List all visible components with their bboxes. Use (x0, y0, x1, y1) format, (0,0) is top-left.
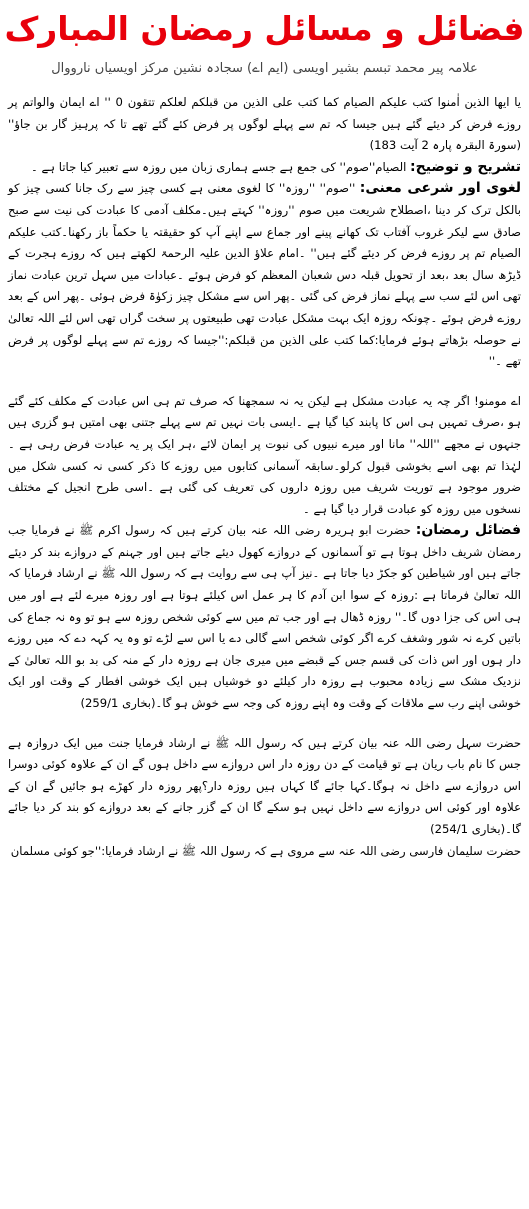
body-paragraph (8, 391, 521, 521)
article-title: فضائل و مسائل رمضان المبارک (4, 9, 525, 48)
section-heading: تشریح و توضیح: (410, 158, 521, 175)
paragraph-text: الصیام''صوم'' کی جمع ہے جسے ہماری زبان میں روزہ سے تعبیر کیا جاتا ہے ۔ (31, 159, 407, 174)
virtues-paragraph (8, 520, 521, 714)
paragraph-text: ''صوم'' ''روزہ'' کا لغوی معنی ہے کسی چیز سے رک جانا کسی چیز کو بالکل ترک کر دینا ،اصطلاح شریعت میں صوم ''روزہ'' کہتے ہیں۔مکلف آدمی کا عبادت کی نیت سے صبح صادق سے لیکر غروب آفتاب تک کھانے پینے اور جماع سے اپنے آپ کو حقیقتہ یا حکماً باز رکھنا۔کتب علیکم الصیام تم پر روزے فرض کر دیئے گئے ہیں'' ۔امام علاؤ الدین علیہ الرحمۃ لکھتے ہیں کہ روزے ہجرت کے ڈیڑھ سال بعد ،بعد از تحویل قبلہ دس شعبان المعظم کو فرض ہوئے ۔عبادات میں سہل ترین عبادت نماز تھی اس لئے سب سے پہلے نماز فرض کی گئی ۔پھر اس سے مشکل چیز زکوٰۃ فرض ہوئی ۔پھر اس کے بعد روزے فرض ہوئے ۔چونکہ روزہ ایک بہت مشکل عبادت تھی طبیعتوں پر سخت گراں تھی اس لئے اللہ تعالیٰ نے حوصلہ بڑھاتے ہوئے فرمایا:کما کتب علی الذین من قبلکم:''جیسا کہ روزے تم سے پہلے لوگوں پر فرض تھے ۔'' (8, 181, 521, 369)
body-paragraph (8, 841, 521, 863)
author-byline: علامہ پیر محمد تبسم بشیر اویسی (ایم اے) سجادہ نشین مرکز اویسیاں نارووال (51, 61, 478, 76)
paragraph-text: حضرت سلیمان فارسی رضی اللہ عنہ سے مروی ہے کہ رسول اللہ ﷺ نے ارشاد فرمایا:''جو کوئی مسلمان (10, 843, 521, 858)
meaning-paragraph (8, 178, 521, 372)
paragraph-text: حضرت سہل رضی اللہ عنہ بیان کرتے ہیں کہ رسول اللہ ﷺ نے ارشاد فرمایا جنت میں ایک دروازہ ہے جس کا نام باب ریان ہے تو قیامت کے دن روزہ دار اس دروازے سے داخل ہوں گے ان کے علاوہ کوئی دوسرا اس دروازے سے داخل نہ ہوگا۔کہا جائے گا کہاں ہیں روزہ دار؟پھر روزہ دار کھڑے ہو جائیں گے ان کے علاوہ اور کوئی اس دروازے سے داخل نہیں ہو سکے گا ان کے گزر جانے کے بعد دروازے کو بند کر دیا جائے گا۔(بخاری 254/1) (8, 735, 521, 836)
paragraph-text: یا ایھا الذین اٰمنوا کتب علیکم الصیام کما کتب علی الذین من قبلکم لعلکم تتقون 0 '' اے ایمان والواتم پر روزے فرض کر دیئے گئے ہیں جیسا کہ تم سے پہلے لوگوں پر فرض کئے گئے تھے تا کہ پرہیز گار بن جاؤ'' (سورۃ البقرہ پارہ 2 آیت 183) (8, 95, 521, 153)
paragraph-text: حضرت ابو ہریرہ رضی اللہ عنہ بیان کرتے ہیں کہ رسول اکرم ﷺ نے فرمایا جب رمضان شریف داخل ہوتا ہے تو آسمانوں کے دروازے کھول دیئے جاتے ہیں اور جہنم کے دروازے بند کر دیئے جاتے ہیں اور شیاطین کو جکڑ دیا جاتا ہے ۔نیز آپ ہی سے روایت ہے کہ رسول اللہ ﷺ نے ارشاد فرمایا کہ اللہ تعالیٰ فرماتا ہے :روزہ کے سوا ابن آدم کا ہر عمل اس کیلئے ہوتا ہے اور روزہ میرے لئے ہے اور میں ہی اس کی جزا دوں گا۔'' روزہ ڈھال ہے اور جب تم میں سے کوئی شخص روزہ سے ہو تو وہ نہ جماع کی باتیں کرے نہ شور وشغف کرے اگر کوئی شخص اسے گالی دے یا اس سے لڑے تو وہ یہ کہہ دے کہ میں روزے دار ہوں اور اس ذات کی قسم جس کے قبضے میں میری جان ہے روزہ دار کے منہ کی بد بو اللہ تعالیٰ کے نزدیک مشک سے زیادہ محبوب ہے روزہ دار کیلئے دو خوشیاں ہیں ایک خوشی افطار کے وقت اور ایک خوشی اپنے رب سے ملاقات کے وقت وہ اپنے روزہ کی وجہ سے خوش ہو گا۔(بخاری 259/1) (8, 523, 521, 711)
paragraph-text: اے مومنو! اگر چہ یہ عبادت مشکل ہے لیکن یہ نہ سمجھنا کہ صرف تم ہی اس عبادت کے مکلف کئے گئے ہو ،صرف تمہیں ہی اس کا پابند کیا گیا ہے ۔ایسی بات نہیں تم سے پہلے جتنی بھی امتیں ہو گزری ہیں جنہوں نے مجھے ''اللہ'' مانا اور میرے نبیوں کی نبوت پر ایمان لائے ،ہر ایک پر یہ عبادت فرض رہی ہے ۔لہٰذا تم بھی اسے بخوشی قبول کرلو۔سابقہ آسمانی کتابوں میں روزے کا ذکر کسی نہ کسی شکل میں ضرور موجود ہے توریت شریف میں روزہ داروں کی تعریف کی گئی ہے ۔اسی طرح انجیل کے مختلف نسخوں میں روزہ کو عبادت قرار دیا گیا ہے ۔ (8, 393, 521, 516)
paragraph-spacer (8, 715, 521, 733)
section-heading: لغوی اور شرعی معنی: (359, 180, 521, 197)
article-body (8, 92, 521, 862)
paragraph-spacer (8, 373, 521, 391)
body-paragraph (8, 733, 521, 841)
quran-verse-paragraph (8, 92, 521, 157)
section-heading: فضائل رمضان: (415, 522, 521, 539)
explanation-paragraph (8, 157, 521, 179)
